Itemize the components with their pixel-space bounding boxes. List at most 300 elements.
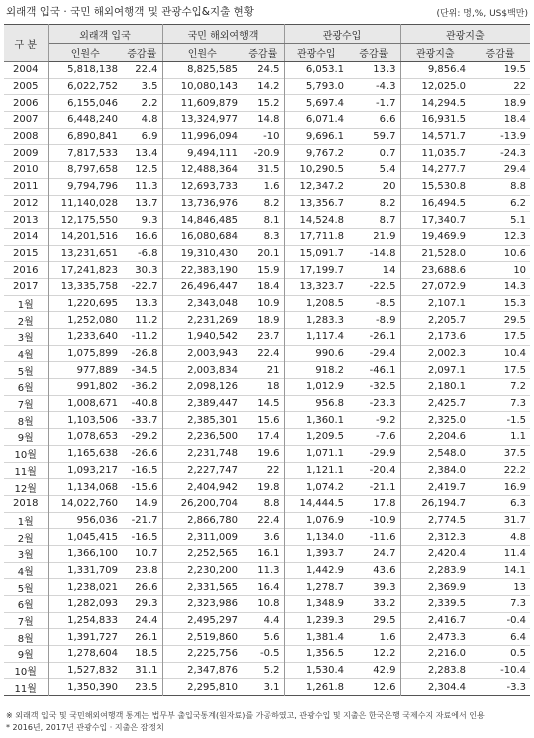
cell-outbound-rate: -10 — [242, 128, 284, 145]
cell-expenditure-rate: 10.4 — [503, 348, 527, 360]
cell-outbound-count: 2,231,269 — [187, 314, 239, 326]
cell-outbound-rate: 10.8 — [242, 596, 284, 613]
cell-receipts-rate: 8.2 — [348, 195, 400, 212]
cell-receipts-amount: 1,283.3 — [305, 314, 345, 326]
cell-outbound-count: 2,003,834 — [187, 364, 239, 376]
cell-outbound-rate: -0.5 — [242, 646, 284, 663]
cell-receipts-rate: -22.5 — [348, 278, 400, 295]
cell-inbound-rate: 10.7 — [122, 545, 162, 562]
cell-period: 11월 — [4, 679, 48, 696]
cell-expenditure-rate: 6.2 — [510, 197, 527, 209]
cell-inbound-count: 11,140,028 — [60, 197, 118, 209]
cell-expenditure-rate: 8.8 — [510, 181, 527, 193]
cell-receipts-amount: 14,524.8 — [299, 214, 345, 226]
cell-expenditure-amount: 2,180.1 — [427, 381, 467, 393]
cell-receipts-amount: 6,071.4 — [305, 114, 345, 126]
cell-expenditure-rate: 22 — [513, 81, 527, 93]
cell-expenditure-rate: 14.3 — [503, 281, 527, 293]
cell-receipts-amount: 1,076.9 — [305, 514, 345, 526]
table-row — [4, 479, 530, 496]
cell-receipts-rate: -14.8 — [348, 245, 400, 262]
cell-expenditure-amount: 2,384.0 — [427, 464, 467, 476]
table-row — [4, 495, 530, 512]
table-row — [4, 278, 530, 295]
cell-inbound-rate: 2.2 — [122, 95, 162, 112]
group-header-outbound: 국민 해외여행객 — [162, 25, 284, 44]
cell-receipts-amount: 1,121.1 — [305, 464, 345, 476]
table-row — [4, 195, 530, 212]
cell-receipts-amount: 1,239.3 — [305, 615, 345, 627]
cell-receipts-amount: 1,278.7 — [305, 581, 345, 593]
cell-outbound-rate: 8.8 — [242, 495, 284, 512]
group-header-receipts: 관광수입 — [284, 25, 400, 44]
cell-receipts-amount: 13,323.7 — [299, 281, 345, 293]
cell-outbound-count: 2,331,565 — [187, 581, 239, 593]
cell-inbound-rate: 22.4 — [122, 62, 162, 79]
cell-period: 2월 — [4, 529, 48, 546]
cell-outbound-rate: 18 — [242, 379, 284, 396]
cell-expenditure-rate: 1.1 — [510, 431, 527, 443]
cell-receipts-rate: 1.6 — [348, 629, 400, 646]
cell-outbound-count: 2,385,301 — [187, 414, 239, 426]
cell-period: 2006 — [4, 95, 48, 112]
table-row — [4, 245, 530, 262]
cell-receipts-amount: 1,360.1 — [305, 414, 345, 426]
cell-expenditure-amount: 2,473.3 — [427, 631, 467, 643]
cell-inbound-rate: 6.9 — [122, 128, 162, 145]
table-row — [4, 262, 530, 279]
cell-expenditure-amount: 2,002.3 — [427, 348, 467, 360]
table-row — [4, 462, 530, 479]
cell-outbound-rate: 24.5 — [242, 62, 284, 79]
cell-inbound-count: 12,175,550 — [60, 214, 118, 226]
cell-receipts-rate: -10.9 — [348, 512, 400, 529]
cell-inbound-count: 13,231,651 — [60, 247, 118, 259]
cell-outbound-rate: 3.6 — [242, 529, 284, 546]
cell-inbound-rate: 12.5 — [122, 162, 162, 179]
cell-outbound-count: 22,383,190 — [180, 264, 239, 276]
cell-outbound-rate: 17.4 — [242, 429, 284, 446]
table-row — [4, 128, 530, 145]
table-row — [4, 512, 530, 529]
cell-expenditure-rate: -13.9 — [500, 131, 527, 143]
cell-outbound-count: 13,324,977 — [180, 114, 239, 126]
cell-expenditure-amount: 27,072.9 — [421, 281, 467, 293]
table-row — [4, 596, 530, 613]
cell-receipts-amount: 9,767.2 — [305, 147, 345, 159]
cell-receipts-amount: 5,697.4 — [305, 97, 345, 109]
cell-outbound-rate: 14.2 — [242, 78, 284, 95]
cell-receipts-rate: 12.6 — [348, 679, 400, 696]
cell-period: 2005 — [4, 78, 48, 95]
cell-expenditure-amount: 2,107.1 — [427, 297, 467, 309]
cell-receipts-rate: -4.3 — [348, 78, 400, 95]
cell-receipts-rate: 17.8 — [348, 495, 400, 512]
cell-receipts-rate: -7.6 — [348, 429, 400, 446]
cell-period: 2013 — [4, 212, 48, 229]
subheader-outbound-count: 인원수 — [162, 44, 242, 62]
cell-expenditure-rate: 5.1 — [510, 214, 527, 226]
cell-inbound-count: 1,252,080 — [67, 314, 118, 326]
cell-expenditure-rate: 15.3 — [503, 297, 527, 309]
cell-inbound-rate: 11.3 — [122, 178, 162, 195]
subheader-receipts-amount: 관광수입 — [284, 44, 348, 62]
cell-receipts-amount: 990.6 — [315, 348, 345, 360]
cell-receipts-amount: 1,209.5 — [305, 431, 345, 443]
cell-inbound-rate: 31.1 — [122, 662, 162, 679]
cell-inbound-rate: 23.8 — [122, 562, 162, 579]
cell-expenditure-amount: 21,528.0 — [421, 247, 467, 259]
cell-inbound-rate: 4.8 — [122, 112, 162, 129]
cell-period: 10월 — [4, 662, 48, 679]
cell-outbound-count: 26,496,447 — [180, 281, 239, 293]
cell-outbound-rate: 8.2 — [242, 195, 284, 212]
cell-outbound-count: 26,200,704 — [180, 498, 239, 510]
cell-inbound-rate: 16.6 — [122, 228, 162, 245]
cell-inbound-count: 1,078,653 — [67, 431, 118, 443]
cell-receipts-amount: 1,012.9 — [305, 381, 345, 393]
cell-receipts-amount: 918.2 — [315, 364, 345, 376]
cell-inbound-count: 1,391,727 — [67, 631, 118, 643]
cell-expenditure-amount: 11,035.7 — [421, 147, 467, 159]
document-title: 외래객 입국 · 국민 해외여행객 및 관광수입&지출 현황 — [6, 6, 254, 18]
cell-receipts-rate: 12.2 — [348, 646, 400, 663]
cell-inbound-count: 6,890,841 — [67, 131, 118, 143]
cell-outbound-count: 2,323,986 — [187, 598, 239, 610]
cell-receipts-amount: 12,347.2 — [299, 181, 345, 193]
cell-inbound-count: 14,022,760 — [60, 498, 118, 510]
cell-expenditure-amount: 2,283.8 — [427, 665, 467, 677]
cell-receipts-amount: 17,199.7 — [299, 264, 345, 276]
cell-inbound-count: 1,093,217 — [67, 464, 118, 476]
cell-inbound-rate: -16.5 — [122, 462, 162, 479]
cell-expenditure-amount: 2,312.3 — [427, 531, 467, 543]
cell-expenditure-amount: 17,340.7 — [421, 214, 467, 226]
cell-period: 11월 — [4, 462, 48, 479]
cell-inbound-rate: 18.5 — [122, 646, 162, 663]
cell-receipts-amount: 956.8 — [315, 398, 345, 410]
cell-inbound-count: 1,165,638 — [67, 448, 118, 460]
group-header-expenditure: 관광지출 — [400, 25, 530, 44]
cell-expenditure-rate: -1.5 — [506, 414, 527, 426]
cell-outbound-count: 2,343,048 — [187, 297, 239, 309]
cell-expenditure-rate: 10 — [513, 264, 527, 276]
cell-inbound-rate: 26.6 — [122, 579, 162, 596]
table-row — [4, 679, 530, 696]
cell-period: 1월 — [4, 512, 48, 529]
table-row — [4, 562, 530, 579]
cell-receipts-rate: 24.7 — [348, 545, 400, 562]
provisional-note: * 2016년, 2017년 관광수입 · 지출은 잠정치 — [6, 723, 164, 732]
cell-expenditure-rate: 31.7 — [503, 514, 527, 526]
cell-outbound-count: 8,825,585 — [187, 64, 239, 76]
subheader-outbound-rate: 증감률 — [242, 44, 284, 62]
cell-outbound-rate: 22.4 — [242, 345, 284, 362]
cell-expenditure-amount: 16,931.5 — [421, 114, 467, 126]
subheader-expenditure-rate: 증감률 — [470, 44, 530, 62]
cell-inbound-count: 7,817,533 — [67, 147, 118, 159]
subheader-inbound-count: 인원수 — [48, 44, 122, 62]
cell-receipts-amount: 1,071.1 — [305, 448, 345, 460]
cell-receipts-rate: 0.7 — [348, 145, 400, 162]
cell-outbound-rate: 10.9 — [242, 295, 284, 312]
cell-receipts-amount: 1,381.4 — [305, 631, 345, 643]
table-row — [4, 162, 530, 179]
table-row — [4, 579, 530, 596]
cell-outbound-count: 2,866,780 — [187, 514, 239, 526]
table-row — [4, 629, 530, 646]
cell-outbound-count: 2,236,500 — [187, 431, 239, 443]
cell-inbound-count: 17,241,823 — [60, 264, 118, 276]
cell-expenditure-amount: 2,097.1 — [427, 364, 467, 376]
cell-inbound-count: 1,278,604 — [67, 648, 118, 660]
table-row — [4, 212, 530, 229]
cell-period: 5월 — [4, 362, 48, 379]
cell-inbound-count: 991,802 — [76, 381, 118, 393]
cell-inbound-rate: 13.4 — [122, 145, 162, 162]
cell-period: 2009 — [4, 145, 48, 162]
cell-period: 1월 — [4, 295, 48, 312]
cell-outbound-rate: 19.8 — [242, 479, 284, 496]
table-row — [4, 112, 530, 129]
cell-expenditure-rate: 7.2 — [510, 381, 527, 393]
table-row — [4, 412, 530, 429]
table-row — [4, 95, 530, 112]
cell-expenditure-rate: 4.8 — [510, 531, 527, 543]
cell-period: 2월 — [4, 312, 48, 329]
cell-receipts-amount: 14,444.5 — [299, 498, 345, 510]
cell-expenditure-amount: 2,304.4 — [427, 681, 467, 693]
cell-expenditure-rate: -24.3 — [500, 147, 527, 159]
cell-inbound-count: 1,254,833 — [67, 615, 118, 627]
cell-expenditure-rate: 29.5 — [503, 314, 527, 326]
cell-outbound-rate: 5.2 — [242, 662, 284, 679]
cell-receipts-amount: 6,053.1 — [305, 64, 345, 76]
cell-period: 3월 — [4, 329, 48, 346]
cell-period: 2008 — [4, 128, 48, 145]
cell-outbound-count: 10,080,143 — [180, 81, 239, 93]
subheader-receipts-rate: 증감률 — [348, 44, 400, 62]
cell-outbound-rate: 4.4 — [242, 612, 284, 629]
cell-period: 4월 — [4, 345, 48, 362]
cell-inbound-count: 1,008,671 — [67, 398, 118, 410]
cell-receipts-rate: -9.2 — [348, 412, 400, 429]
cell-period: 7월 — [4, 395, 48, 412]
cell-expenditure-amount: 14,294.5 — [421, 97, 467, 109]
cell-expenditure-amount: 2,419.7 — [427, 481, 467, 493]
cell-receipts-rate: 6.6 — [348, 112, 400, 129]
cell-outbound-count: 12,488,364 — [180, 164, 239, 176]
table-row — [4, 145, 530, 162]
cell-outbound-rate: 11.3 — [242, 562, 284, 579]
cell-expenditure-rate: -10.4 — [500, 665, 527, 677]
table-row — [4, 295, 530, 312]
cell-receipts-amount: 1,393.7 — [305, 548, 345, 560]
table-row — [4, 612, 530, 629]
cell-inbound-rate: -29.2 — [122, 429, 162, 446]
cell-inbound-rate: 24.4 — [122, 612, 162, 629]
cell-receipts-rate: 5.4 — [348, 162, 400, 179]
cell-inbound-rate: -40.8 — [122, 395, 162, 412]
cell-inbound-rate: 14.9 — [122, 495, 162, 512]
cell-inbound-count: 1,220,695 — [67, 297, 118, 309]
table-row — [4, 646, 530, 663]
cell-expenditure-amount: 15,530.8 — [421, 181, 467, 193]
cell-inbound-count: 9,794,796 — [67, 181, 118, 193]
cell-inbound-count: 6,022,752 — [67, 81, 118, 93]
cell-receipts-amount: 10,290.5 — [299, 164, 345, 176]
cell-inbound-count: 956,036 — [76, 514, 118, 526]
cell-inbound-rate: -21.7 — [122, 512, 162, 529]
cell-receipts-rate: -32.5 — [348, 379, 400, 396]
cell-inbound-rate: -33.7 — [122, 412, 162, 429]
cell-inbound-rate: -22.7 — [122, 278, 162, 295]
cell-receipts-amount: 1,134.0 — [305, 531, 345, 543]
cell-inbound-rate: 30.3 — [122, 262, 162, 279]
table-row — [4, 312, 530, 329]
cell-inbound-rate: -26.6 — [122, 445, 162, 462]
cell-receipts-rate: 39.3 — [348, 579, 400, 596]
cell-expenditure-amount: 14,571.7 — [421, 131, 467, 143]
cell-period: 2011 — [4, 178, 48, 195]
table-subheader-row — [4, 44, 530, 62]
cell-outbound-count: 1,940,542 — [187, 331, 239, 343]
cell-receipts-rate: 13.3 — [348, 62, 400, 79]
cell-receipts-rate: -26.1 — [348, 329, 400, 346]
cell-period: 2014 — [4, 228, 48, 245]
cell-receipts-amount: 9,696.1 — [305, 131, 345, 143]
cell-inbound-count: 1,350,390 — [67, 681, 118, 693]
cell-inbound-rate: -6.8 — [122, 245, 162, 262]
cell-inbound-rate: 29.3 — [122, 596, 162, 613]
table-row — [4, 395, 530, 412]
cell-expenditure-rate: 10.6 — [503, 247, 527, 259]
cell-inbound-count: 1,366,100 — [67, 548, 118, 560]
cell-period: 5월 — [4, 579, 48, 596]
cell-outbound-rate: 15.6 — [242, 412, 284, 429]
cell-inbound-count: 6,155,046 — [67, 97, 118, 109]
cell-receipts-rate: 21.9 — [348, 228, 400, 245]
cell-inbound-rate: -36.2 — [122, 379, 162, 396]
cell-expenditure-amount: 2,369.9 — [427, 581, 467, 593]
cell-expenditure-amount: 2,420.4 — [427, 548, 467, 560]
cell-receipts-rate: -46.1 — [348, 362, 400, 379]
cell-expenditure-rate: 7.3 — [510, 598, 527, 610]
cell-receipts-rate: -8.5 — [348, 295, 400, 312]
cell-period: 2017 — [4, 278, 48, 295]
cell-expenditure-rate: -3.3 — [506, 681, 527, 693]
cell-receipts-rate: 29.5 — [348, 612, 400, 629]
table-row — [4, 178, 530, 195]
cell-inbound-count: 1,238,021 — [67, 581, 118, 593]
cell-inbound-rate: -15.6 — [122, 479, 162, 496]
cell-expenditure-amount: 23,688.6 — [421, 264, 467, 276]
cell-expenditure-rate: 11.4 — [503, 548, 527, 560]
cell-outbound-count: 2,230,200 — [187, 564, 239, 576]
table-group-header-row — [4, 25, 530, 44]
cell-receipts-amount: 13,356.7 — [299, 197, 345, 209]
cell-period: 8월 — [4, 629, 48, 646]
cell-expenditure-rate: 22.2 — [503, 464, 527, 476]
cell-outbound-rate: 15.9 — [242, 262, 284, 279]
cell-period: 7월 — [4, 612, 48, 629]
cell-expenditure-amount: 2,204.6 — [427, 431, 467, 443]
cell-outbound-count: 2,252,565 — [187, 548, 239, 560]
cell-inbound-count: 1,045,415 — [67, 531, 118, 543]
cell-expenditure-amount: 14,277.7 — [421, 164, 467, 176]
table-row — [4, 445, 530, 462]
cell-period: 4월 — [4, 562, 48, 579]
cell-inbound-count: 1,331,709 — [67, 564, 118, 576]
cell-expenditure-amount: 19,469.9 — [421, 231, 467, 243]
cell-expenditure-amount: 2,339.5 — [427, 598, 467, 610]
cell-expenditure-rate: 6.3 — [510, 498, 527, 510]
cell-period: 10월 — [4, 445, 48, 462]
cell-outbound-rate: 16.1 — [242, 545, 284, 562]
cell-receipts-rate: 8.7 — [348, 212, 400, 229]
period-header: 구 분 — [4, 25, 48, 62]
cell-receipts-amount: 1,356.5 — [305, 648, 345, 660]
cell-period: 2010 — [4, 162, 48, 179]
cell-outbound-rate: 18.4 — [242, 278, 284, 295]
cell-expenditure-rate: 17.5 — [503, 331, 527, 343]
cell-inbound-count: 14,201,516 — [60, 231, 118, 243]
cell-outbound-count: 11,609,879 — [180, 97, 239, 109]
cell-outbound-count: 2,098,126 — [187, 381, 239, 393]
cell-receipts-rate: -29.4 — [348, 345, 400, 362]
cell-receipts-amount: 1,530.4 — [305, 665, 345, 677]
cell-period: 2016 — [4, 262, 48, 279]
cell-outbound-count: 2,227,747 — [187, 464, 239, 476]
cell-receipts-rate: -20.4 — [348, 462, 400, 479]
cell-inbound-rate: 3.5 — [122, 78, 162, 95]
cell-expenditure-rate: 16.9 — [503, 481, 527, 493]
cell-receipts-rate: -11.6 — [348, 529, 400, 546]
cell-inbound-rate: 23.5 — [122, 679, 162, 696]
cell-period: 6월 — [4, 379, 48, 396]
cell-outbound-rate: 8.3 — [242, 228, 284, 245]
cell-expenditure-amount: 12,025.0 — [421, 81, 467, 93]
cell-outbound-count: 16,080,684 — [180, 231, 239, 243]
cell-period: 2004 — [4, 62, 48, 79]
cell-outbound-rate: 19.6 — [242, 445, 284, 462]
cell-receipts-rate: -1.7 — [348, 95, 400, 112]
cell-expenditure-amount: 9,856.4 — [427, 64, 467, 76]
cell-receipts-rate: -23.3 — [348, 395, 400, 412]
cell-expenditure-rate: 19.5 — [503, 64, 527, 76]
cell-inbound-rate: -34.5 — [122, 362, 162, 379]
cell-period: 2018 — [4, 495, 48, 512]
cell-outbound-rate: 14.8 — [242, 112, 284, 129]
table-row — [4, 379, 530, 396]
cell-expenditure-rate: -0.4 — [506, 615, 527, 627]
group-header-inbound: 외래객 입국 — [48, 25, 162, 44]
cell-expenditure-rate: 17.5 — [503, 364, 527, 376]
table-row — [4, 329, 530, 346]
cell-inbound-count: 1,075,899 — [67, 348, 118, 360]
cell-expenditure-rate: 18.4 — [503, 114, 527, 126]
cell-receipts-amount: 1,442.9 — [305, 564, 345, 576]
table-row — [4, 545, 530, 562]
cell-receipts-rate: 14 — [348, 262, 400, 279]
cell-inbound-count: 1,233,640 — [67, 331, 118, 343]
cell-receipts-rate: -21.1 — [348, 479, 400, 496]
cell-outbound-count: 2,347,876 — [187, 665, 239, 677]
cell-inbound-rate: -11.2 — [122, 329, 162, 346]
cell-outbound-count: 11,996,094 — [180, 131, 239, 143]
cell-receipts-rate: 42.9 — [348, 662, 400, 679]
cell-expenditure-rate: 18.9 — [503, 97, 527, 109]
